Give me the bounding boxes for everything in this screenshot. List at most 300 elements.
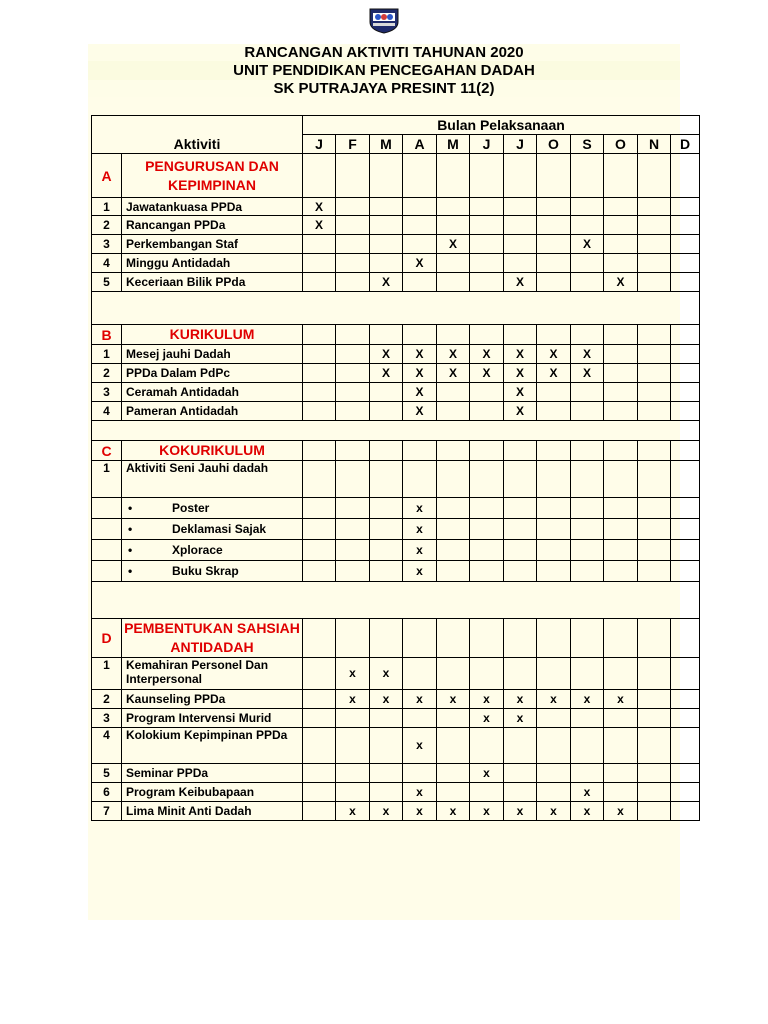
activity-name: Minggu Antidadah: [122, 254, 303, 273]
month-cell: [638, 325, 671, 345]
activity-plan-table: [91, 115, 700, 821]
row-number: 1: [92, 658, 122, 690]
month-mark-cell: [537, 728, 571, 764]
month-cell: [537, 325, 571, 345]
month-mark-cell: [671, 540, 700, 561]
activity-name: Perkembangan Staf: [122, 235, 303, 254]
month-mark-cell: [437, 498, 470, 519]
month-cell: [437, 325, 470, 345]
section-letter: B: [92, 325, 122, 345]
month-mark-cell: X: [403, 345, 437, 364]
month-mark-cell: [303, 235, 336, 254]
bullet-row: [92, 519, 700, 540]
month-mark-cell: [671, 402, 700, 421]
table-row: [92, 273, 700, 292]
month-mark-cell: [370, 254, 403, 273]
month-cell: [470, 619, 504, 658]
month-mark-cell: x: [437, 802, 470, 821]
month-cell: [604, 325, 638, 345]
month-mark-cell: [470, 198, 504, 216]
month-mark-cell: X: [604, 273, 638, 292]
month-cell: [336, 441, 370, 461]
month-mark-cell: [537, 273, 571, 292]
month-mark-cell: x: [504, 802, 537, 821]
section-row-b: [92, 325, 700, 345]
bullet-label: Deklamasi Sajak: [172, 522, 267, 536]
table-row: [92, 345, 700, 364]
month-mark-cell: [470, 461, 504, 498]
month-cell: [403, 154, 437, 198]
section-title: PENGURUSAN DAN KEPIMPINAN: [122, 154, 303, 198]
month-header: O: [604, 135, 638, 154]
month-mark-cell: [303, 561, 336, 582]
month-mark-cell: X: [437, 345, 470, 364]
month-group-header: Bulan Pelaksanaan: [303, 116, 700, 135]
month-mark-cell: x: [403, 540, 437, 561]
month-mark-cell: [370, 728, 403, 764]
month-mark-cell: [604, 658, 638, 690]
month-mark-cell: X: [303, 216, 336, 235]
month-mark-cell: [303, 383, 336, 402]
bullet-activity: [122, 498, 303, 519]
month-mark-cell: x: [604, 690, 638, 709]
table-row: [92, 235, 700, 254]
row-number: 2: [92, 216, 122, 235]
section-row-c: [92, 441, 700, 461]
month-mark-cell: [504, 519, 537, 540]
month-mark-cell: [571, 540, 604, 561]
month-mark-cell: [604, 402, 638, 421]
month-mark-cell: [537, 198, 571, 216]
month-mark-cell: [638, 198, 671, 216]
bullet-icon: •: [128, 543, 133, 557]
month-mark-cell: [336, 216, 370, 235]
month-header: O: [537, 135, 571, 154]
month-mark-cell: x: [403, 728, 437, 764]
table-row: [92, 802, 700, 821]
month-mark-cell: X: [571, 235, 604, 254]
month-mark-cell: X: [370, 345, 403, 364]
table-row: [92, 709, 700, 728]
month-mark-cell: X: [403, 254, 437, 273]
month-mark-cell: [303, 783, 336, 802]
month-cell: [504, 619, 537, 658]
month-cell: [303, 619, 336, 658]
month-cell: [370, 325, 403, 345]
month-mark-cell: [671, 802, 700, 821]
month-mark-cell: [336, 345, 370, 364]
month-mark-cell: [336, 498, 370, 519]
month-mark-cell: X: [403, 402, 437, 421]
month-mark-cell: [638, 540, 671, 561]
month-mark-cell: [370, 235, 403, 254]
month-mark-cell: [571, 273, 604, 292]
month-mark-cell: [437, 728, 470, 764]
section-letter: D: [92, 619, 122, 658]
month-mark-cell: x: [336, 658, 370, 690]
month-mark-cell: [470, 402, 504, 421]
month-mark-cell: [504, 235, 537, 254]
month-mark-cell: [437, 273, 470, 292]
month-mark-cell: [671, 783, 700, 802]
month-cell: [671, 619, 700, 658]
month-mark-cell: [370, 198, 403, 216]
month-mark-cell: [537, 658, 571, 690]
month-mark-cell: [303, 658, 336, 690]
month-mark-cell: [370, 519, 403, 540]
month-mark-cell: x: [604, 802, 638, 821]
month-mark-cell: [470, 540, 504, 561]
title-line-2: UNIT PENDIDIKAN PENCEGAHAN DADAH: [88, 61, 680, 80]
month-mark-cell: [470, 519, 504, 540]
month-mark-cell: [336, 561, 370, 582]
month-cell: [437, 441, 470, 461]
month-mark-cell: [336, 383, 370, 402]
month-mark-cell: [370, 561, 403, 582]
month-mark-cell: [638, 764, 671, 783]
month-mark-cell: [671, 198, 700, 216]
month-mark-cell: x: [403, 561, 437, 582]
month-mark-cell: [638, 519, 671, 540]
month-mark-cell: [470, 561, 504, 582]
section-letter: A: [92, 154, 122, 198]
month-cell: [336, 154, 370, 198]
month-mark-cell: [604, 519, 638, 540]
activity-name: Jawatankuasa PPDa: [122, 198, 303, 216]
month-mark-cell: x: [571, 802, 604, 821]
month-mark-cell: [671, 235, 700, 254]
month-mark-cell: X: [437, 235, 470, 254]
month-mark-cell: [604, 235, 638, 254]
month-mark-cell: [537, 235, 571, 254]
month-mark-cell: [571, 498, 604, 519]
month-mark-cell: [638, 345, 671, 364]
row-number: [92, 540, 122, 561]
month-mark-cell: [638, 802, 671, 821]
month-mark-cell: [571, 461, 604, 498]
month-cell: [303, 441, 336, 461]
section-spacer: [92, 292, 700, 325]
month-cell: [604, 441, 638, 461]
month-mark-cell: [604, 461, 638, 498]
month-mark-cell: x: [470, 764, 504, 783]
table-row: [92, 658, 700, 690]
month-mark-cell: [604, 709, 638, 728]
month-cell: [638, 619, 671, 658]
month-cell: [370, 441, 403, 461]
month-mark-cell: [537, 461, 571, 498]
month-mark-cell: [537, 764, 571, 783]
bullet-icon: •: [128, 522, 133, 536]
month-cell: [638, 441, 671, 461]
title-line-3: SK PUTRAJAYA PRESINT 11(2): [88, 80, 680, 97]
month-mark-cell: [638, 709, 671, 728]
month-mark-cell: [571, 728, 604, 764]
activity-column-header: Aktiviti: [92, 116, 303, 154]
month-mark-cell: x: [470, 709, 504, 728]
month-mark-cell: X: [571, 345, 604, 364]
month-cell: [571, 154, 604, 198]
month-mark-cell: [336, 235, 370, 254]
month-mark-cell: [504, 764, 537, 783]
month-cell: [671, 325, 700, 345]
month-mark-cell: [303, 498, 336, 519]
month-mark-cell: [437, 540, 470, 561]
month-mark-cell: [671, 561, 700, 582]
row-number: 3: [92, 235, 122, 254]
month-cell: [437, 154, 470, 198]
spacer-cell: [92, 582, 700, 619]
month-cell: [437, 619, 470, 658]
bullet-label: Xplorace: [172, 543, 223, 557]
activity-name: Rancangan PPDa: [122, 216, 303, 235]
month-mark-cell: x: [370, 690, 403, 709]
month-cell: [303, 325, 336, 345]
row-number: [92, 519, 122, 540]
month-mark-cell: [671, 461, 700, 498]
month-mark-cell: [336, 728, 370, 764]
month-mark-cell: x: [336, 690, 370, 709]
month-mark-cell: [303, 519, 336, 540]
month-mark-cell: [671, 519, 700, 540]
activity-name: Kaunseling PPDa: [122, 690, 303, 709]
month-cell: [537, 441, 571, 461]
month-mark-cell: [504, 254, 537, 273]
month-mark-cell: x: [537, 690, 571, 709]
month-mark-cell: [303, 764, 336, 783]
month-mark-cell: [336, 709, 370, 728]
bullet-icon: •: [128, 564, 133, 578]
month-mark-cell: [437, 783, 470, 802]
table-row: [92, 198, 700, 216]
section-title: KOKURIKULUM: [122, 441, 303, 461]
row-number: 7: [92, 802, 122, 821]
month-mark-cell: [437, 709, 470, 728]
month-mark-cell: [303, 402, 336, 421]
school-crest-icon: [367, 6, 401, 34]
row-number: 4: [92, 254, 122, 273]
month-mark-cell: [671, 345, 700, 364]
month-mark-cell: [336, 764, 370, 783]
month-mark-cell: [437, 764, 470, 783]
month-mark-cell: [537, 216, 571, 235]
month-mark-cell: [403, 461, 437, 498]
month-mark-cell: [504, 728, 537, 764]
month-mark-cell: X: [504, 383, 537, 402]
month-mark-cell: [638, 690, 671, 709]
activity-name: Seminar PPDa: [122, 764, 303, 783]
section-title: PEMBENTUKAN SAHSIAH ANTIDADAH: [122, 619, 303, 658]
spacer-cell: [92, 292, 700, 325]
month-cell: [336, 619, 370, 658]
activity-name: Program Keibubapaan: [122, 783, 303, 802]
month-cell: [537, 154, 571, 198]
month-cell: [470, 325, 504, 345]
month-mark-cell: [604, 198, 638, 216]
month-mark-cell: x: [571, 690, 604, 709]
month-mark-cell: [370, 461, 403, 498]
row-number: 2: [92, 690, 122, 709]
month-mark-cell: X: [370, 273, 403, 292]
month-mark-cell: x: [504, 709, 537, 728]
section-row-d: [92, 619, 700, 658]
month-header: M: [370, 135, 403, 154]
month-mark-cell: [504, 198, 537, 216]
month-mark-cell: [638, 273, 671, 292]
month-mark-cell: [504, 498, 537, 519]
month-mark-cell: [470, 383, 504, 402]
bullet-row: [92, 498, 700, 519]
month-mark-cell: X: [470, 364, 504, 383]
month-mark-cell: [638, 364, 671, 383]
month-mark-cell: [370, 216, 403, 235]
activity-name: Keceriaan Bilik PPda: [122, 273, 303, 292]
month-mark-cell: [537, 561, 571, 582]
month-mark-cell: [437, 198, 470, 216]
month-mark-cell: x: [537, 802, 571, 821]
month-cell: [671, 154, 700, 198]
month-header: A: [403, 135, 437, 154]
bullet-row: [92, 561, 700, 582]
month-mark-cell: [370, 783, 403, 802]
month-cell: [370, 619, 403, 658]
table-row: [92, 783, 700, 802]
month-cell: [504, 154, 537, 198]
month-mark-cell: [671, 709, 700, 728]
month-mark-cell: [537, 783, 571, 802]
activity-name: PPDa Dalam PdPc: [122, 364, 303, 383]
table-row: [92, 461, 700, 498]
activity-name: Kolokium Kepimpinan PPDa: [122, 728, 303, 764]
month-mark-cell: X: [403, 364, 437, 383]
month-mark-cell: [504, 561, 537, 582]
bullet-activity: [122, 561, 303, 582]
bullet-label: Buku Skrap: [172, 564, 239, 578]
month-mark-cell: [504, 461, 537, 498]
month-mark-cell: X: [403, 383, 437, 402]
month-mark-cell: [537, 254, 571, 273]
month-mark-cell: [638, 461, 671, 498]
table-row: [92, 690, 700, 709]
month-mark-cell: x: [403, 802, 437, 821]
month-mark-cell: [336, 273, 370, 292]
month-mark-cell: [370, 764, 403, 783]
month-mark-cell: [537, 540, 571, 561]
month-mark-cell: [437, 254, 470, 273]
month-mark-cell: [470, 273, 504, 292]
month-mark-cell: [403, 235, 437, 254]
row-number: 1: [92, 345, 122, 364]
month-mark-cell: [638, 783, 671, 802]
month-mark-cell: [604, 561, 638, 582]
month-header: J: [303, 135, 336, 154]
month-mark-cell: [604, 764, 638, 783]
table-row: [92, 764, 700, 783]
month-mark-cell: [671, 383, 700, 402]
month-mark-cell: [604, 728, 638, 764]
month-mark-cell: [571, 402, 604, 421]
month-mark-cell: X: [504, 402, 537, 421]
month-cell: [403, 325, 437, 345]
month-mark-cell: [336, 540, 370, 561]
month-header: J: [470, 135, 504, 154]
table-row: [92, 364, 700, 383]
month-mark-cell: [403, 658, 437, 690]
row-number: 5: [92, 273, 122, 292]
month-mark-cell: x: [370, 802, 403, 821]
activity-name: Program Intervensi Murid: [122, 709, 303, 728]
month-cell: [604, 619, 638, 658]
month-mark-cell: [571, 561, 604, 582]
activity-name: Lima Minit Anti Dadah: [122, 802, 303, 821]
month-mark-cell: [638, 216, 671, 235]
table-row: [92, 254, 700, 273]
month-mark-cell: [671, 690, 700, 709]
month-mark-cell: [470, 783, 504, 802]
table-row: [92, 402, 700, 421]
month-mark-cell: x: [403, 519, 437, 540]
month-mark-cell: [537, 498, 571, 519]
row-number: [92, 561, 122, 582]
table-row: [92, 383, 700, 402]
month-cell: [370, 154, 403, 198]
month-mark-cell: [303, 461, 336, 498]
month-cell: [336, 325, 370, 345]
bullet-icon: •: [128, 501, 133, 515]
month-mark-cell: [671, 364, 700, 383]
month-mark-cell: [403, 198, 437, 216]
month-cell: [638, 154, 671, 198]
month-cell: [403, 441, 437, 461]
month-mark-cell: X: [504, 364, 537, 383]
month-mark-cell: [537, 402, 571, 421]
month-mark-cell: [571, 383, 604, 402]
month-mark-cell: [470, 254, 504, 273]
month-cell: [504, 441, 537, 461]
month-mark-cell: [571, 198, 604, 216]
activity-name: Pameran Antidadah: [122, 402, 303, 421]
month-mark-cell: [671, 254, 700, 273]
row-number: 6: [92, 783, 122, 802]
month-mark-cell: [537, 383, 571, 402]
month-mark-cell: [638, 728, 671, 764]
month-mark-cell: [336, 254, 370, 273]
month-mark-cell: x: [571, 783, 604, 802]
table-row: [92, 216, 700, 235]
month-mark-cell: [470, 235, 504, 254]
month-mark-cell: [336, 783, 370, 802]
month-cell: [571, 619, 604, 658]
month-mark-cell: [604, 345, 638, 364]
month-mark-cell: [336, 402, 370, 421]
month-mark-cell: x: [470, 802, 504, 821]
month-mark-cell: [671, 658, 700, 690]
month-mark-cell: [537, 519, 571, 540]
month-cell: [671, 441, 700, 461]
row-number: 1: [92, 198, 122, 216]
month-mark-cell: [403, 216, 437, 235]
spacer-cell: [92, 421, 700, 441]
month-mark-cell: [370, 383, 403, 402]
month-mark-cell: [638, 235, 671, 254]
month-cell: [470, 154, 504, 198]
month-mark-cell: [336, 461, 370, 498]
month-mark-cell: [638, 402, 671, 421]
month-mark-cell: x: [403, 498, 437, 519]
month-mark-cell: [671, 273, 700, 292]
month-cell: [403, 619, 437, 658]
month-mark-cell: [303, 690, 336, 709]
